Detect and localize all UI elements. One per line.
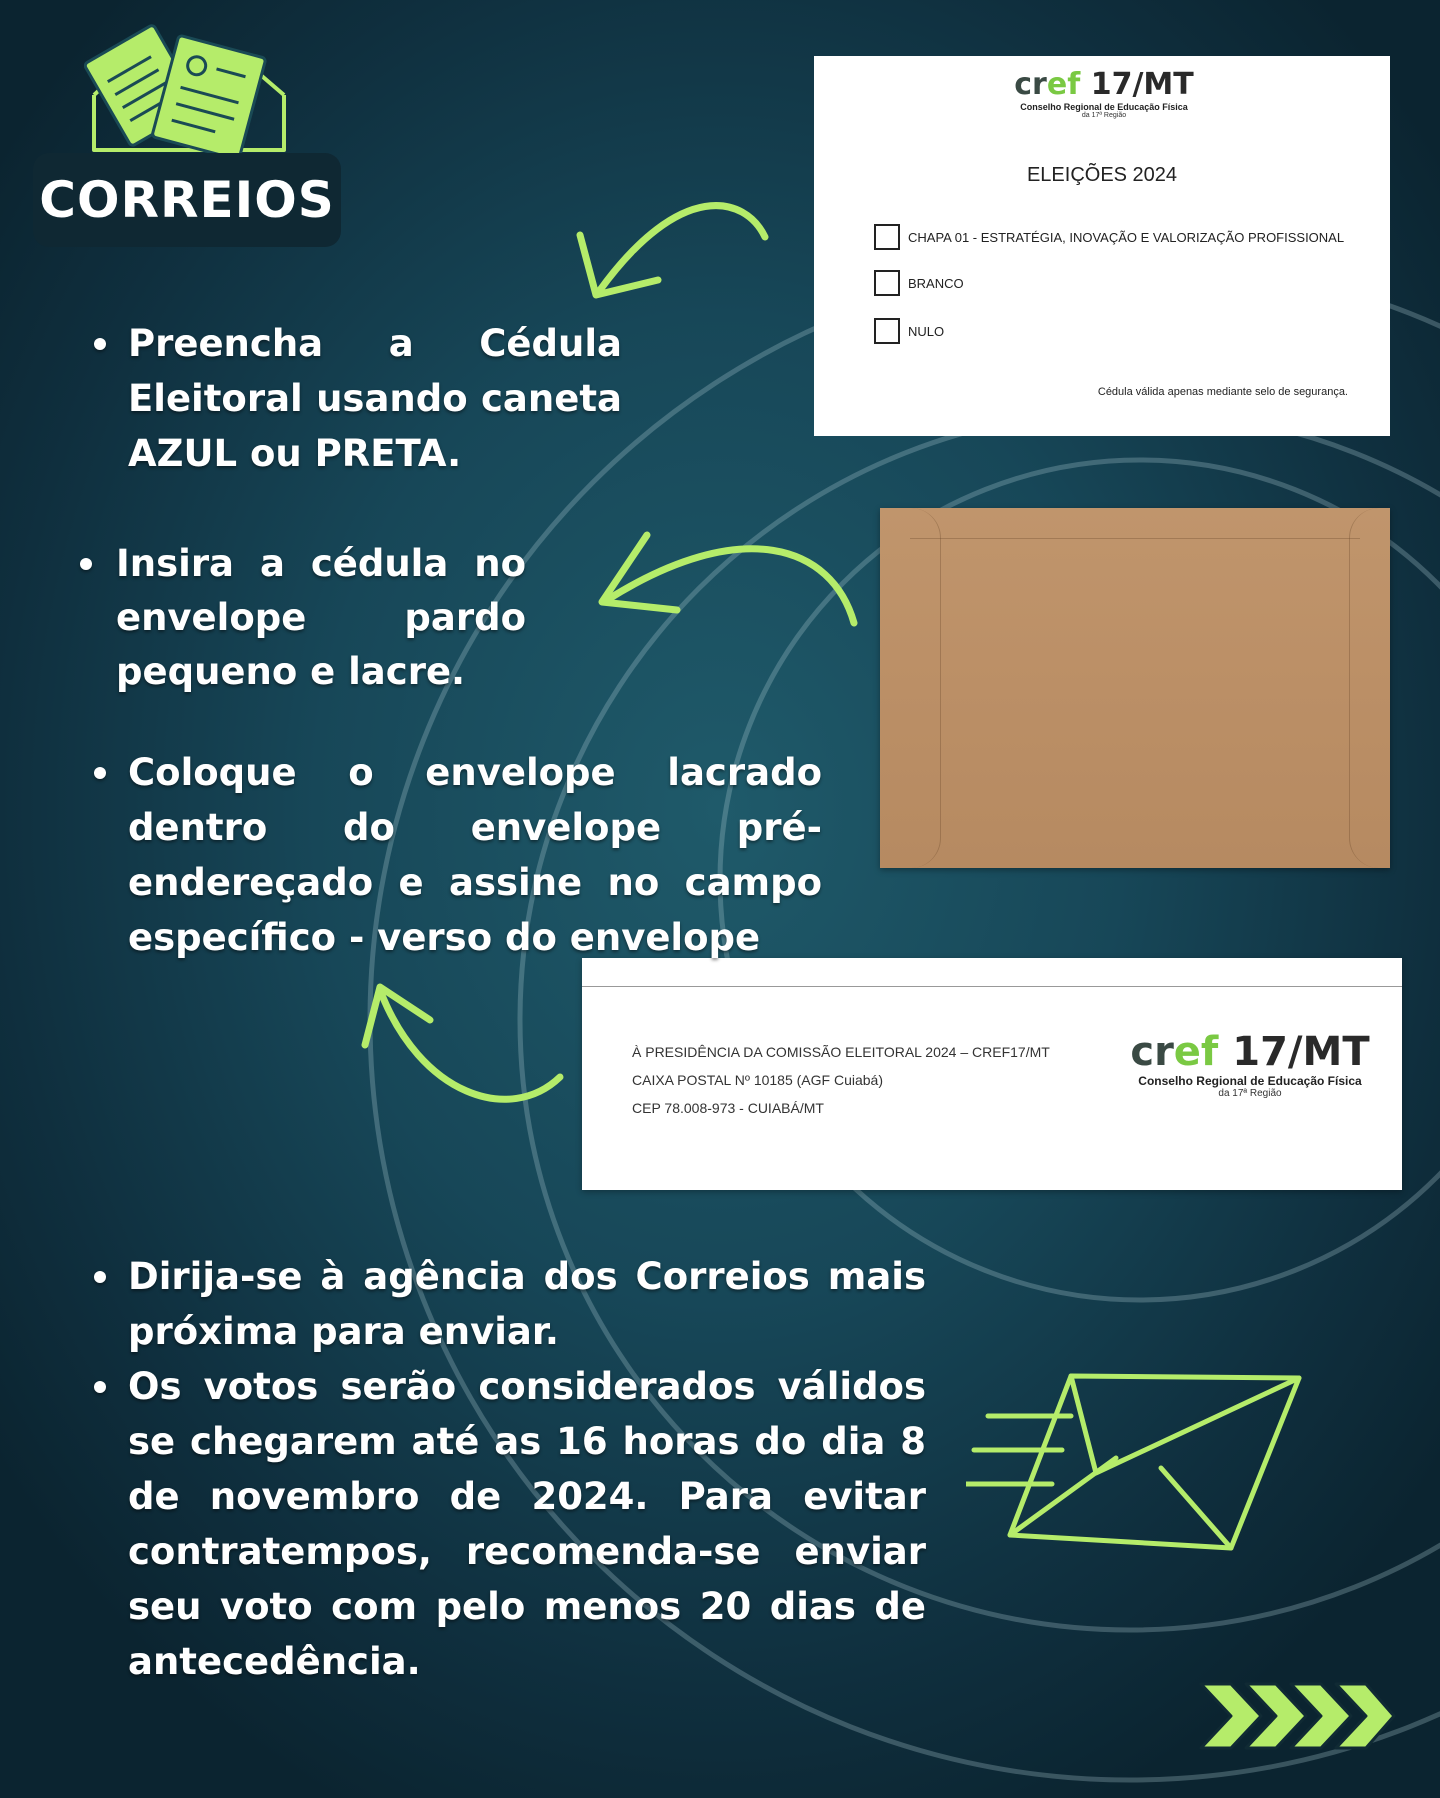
address-line: CAIXA POSTAL Nº 10185 (AGF Cuiabá) [632,1072,883,1088]
step-insert-envelope: Insira a cédula no envelope pardo pequeno e lacre. [116,537,526,699]
curved-arrow-icon [592,525,862,625]
envelope-side-right [1349,508,1390,868]
logo-name: Conselho Regional de Educação Física [1138,1074,1362,1088]
checkbox-icon [874,318,900,344]
ballot-option-nulo [874,318,944,344]
curved-arrow-icon [360,975,570,1115]
logo-region: da 17ª Região [1081,112,1127,119]
kraft-envelope-image [880,508,1390,868]
title-badge [33,153,341,247]
logo-mark: cref 17/MT [1130,1029,1370,1075]
addressed-envelope-image [582,958,1402,1190]
step-sign-envelope: Coloque o envelope lacrado dentro do envelope pré-endereçado e assine no campo específico - verso do envelope [128,745,822,965]
checkbox-icon [874,224,900,250]
logo-region: da 17ª Região [1218,1088,1282,1099]
ballot-option-label: BRANCO [908,275,964,291]
cref-logo [1004,68,1204,120]
ballot-note: Cédula válida apenas mediante selo de segurança. [1097,386,1348,398]
ballot-card-image [814,56,1390,436]
step-fill-ballot: Preencha a Cédula Eleitoral usando caneta AZUL ou PRETA. [128,316,622,481]
step-go-to-post-office: Dirija-se à agência dos Correios mais próxima para enviar. [128,1249,926,1359]
ballot-option-chapa01 [874,224,1344,250]
address-line: À PRESIDÊNCIA DA COMISSÃO ELEITORAL 2024 – CREF17/MT [632,1044,1050,1060]
cref-logo [1130,1030,1370,1100]
envelope-fold-line [582,986,1402,987]
curved-arrow-icon [560,185,780,315]
ballot-option-label: NULO [908,323,945,339]
page-title: CORREIOS [39,171,335,229]
step-deadline: Os votos serão considerados válidos se chegarem até as 16 horas do dia 8 de novembro de 2024. Para evitar contratempos, recomenda-se enviar seu voto com pelo menos 20 dias de antecedência. [128,1359,926,1689]
chevrons-right-icon [1196,1676,1396,1756]
envelope-side-left [880,508,941,868]
logo-mark: cref 17/MT [1014,67,1194,102]
ballot-envelope-icon [84,20,294,155]
ballot-option-branco [874,270,964,296]
envelope-flap [910,508,1360,539]
logo-name: Conselho Regional de Educação Física [1020,102,1188,112]
sending-envelope-icon [966,1368,1306,1568]
ballot-title: ELEIÇÕES 2024 [1026,164,1178,186]
checkbox-icon [874,270,900,296]
address-block [632,1038,1050,1122]
address-line: CEP 78.008-973 - CUIABÁ/MT [632,1100,824,1116]
ballot-option-label: CHAPA 01 - ESTRATÉGIA, INOVAÇÃO E VALORIZAÇÃO PROFISSIONAL [908,229,1345,245]
